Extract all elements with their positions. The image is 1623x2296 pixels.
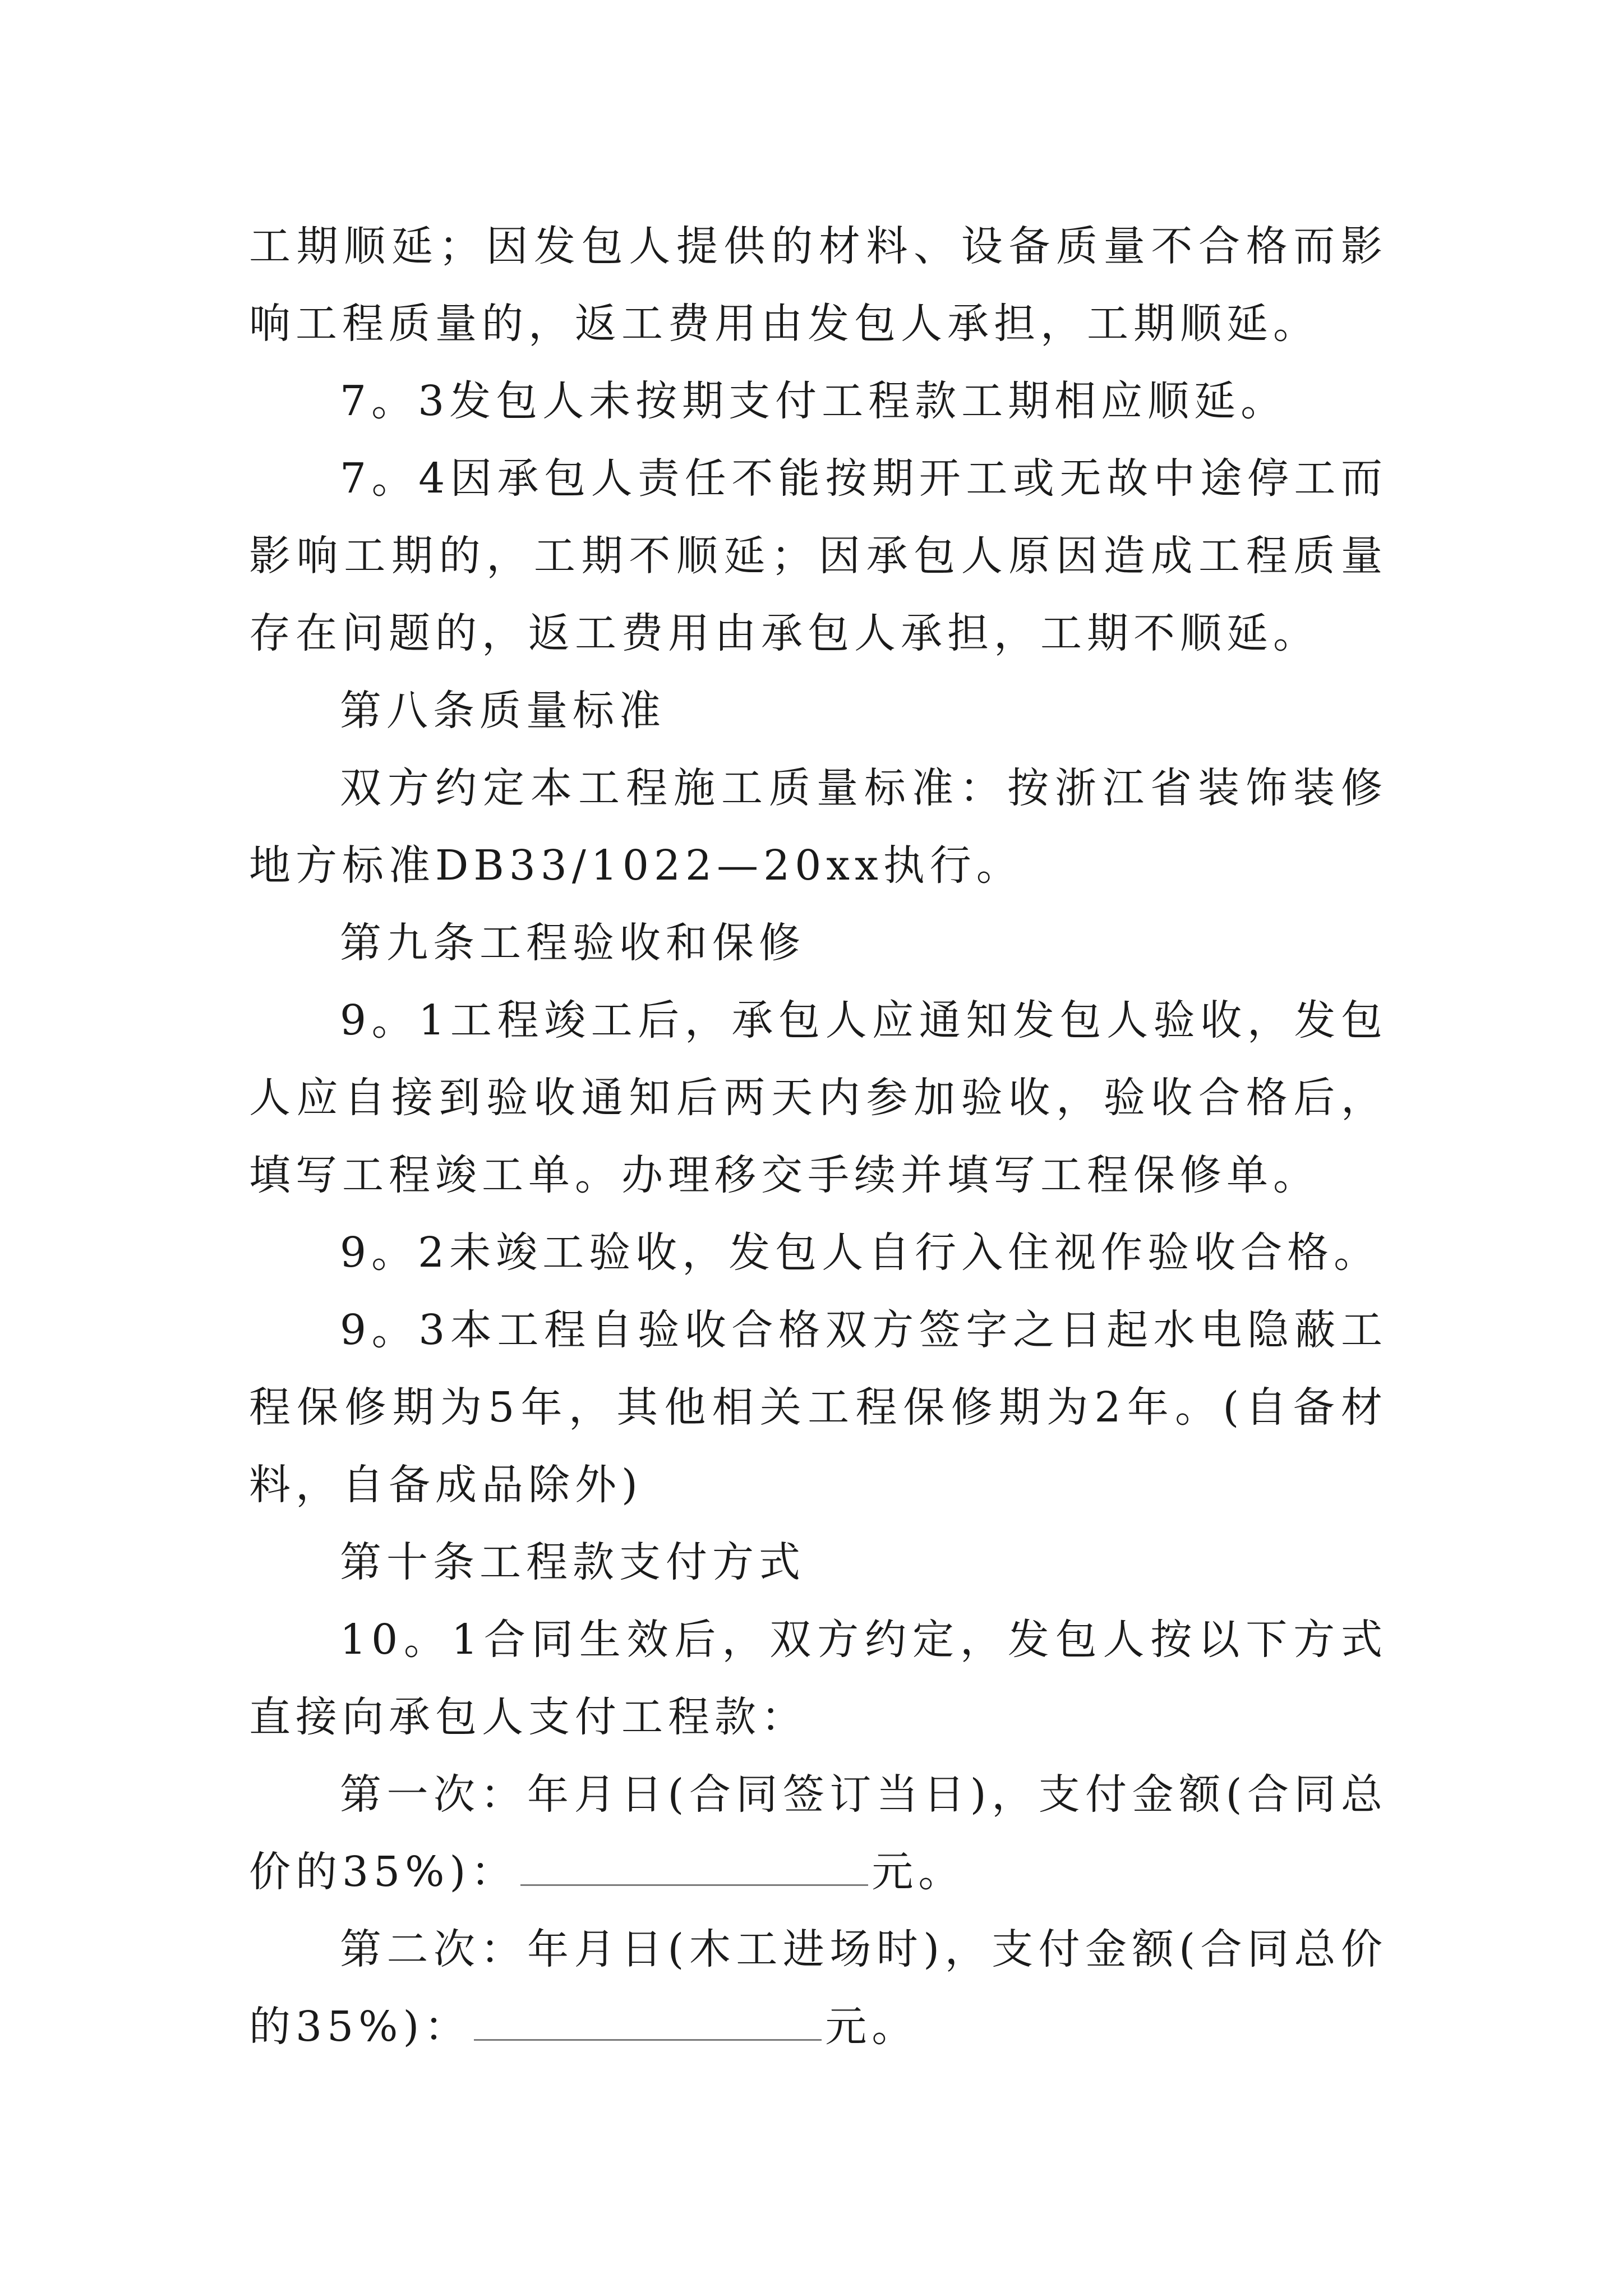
clause-7-4: 7。4因承包人责任不能按期开工或无故中途停工而影响工期的，工期不顺延；因承包人原因造成工程质量存在问题的，返工费用由承包人承担，工期不顺延。 (249, 454, 1387, 657)
article-9-heading: 第九条工程验收和保修 (340, 919, 805, 967)
paragraph-continuation: 工期顺延；因发包人提供的材料、设备质量不合格而影响工程质量的，返工费用由发包人承担，工期顺延。 (249, 222, 1387, 348)
clause-9-1: 9。1工程竣工后，承包人应通知发包人验收，发包人应自接到验收通知后两天内参加验收，验收合格后，填写工程竣工单。办理移交手续并填写工程保修单。 (249, 996, 1387, 1199)
article-8-heading: 第八条质量标准 (340, 687, 666, 735)
clause-9-2: 9。2未竣工验收，发包人自行入住视作验收合格。 (340, 1228, 1381, 1277)
payment-second-text: 第二次：年月日(木工进场时)，支付金额(合同总价的35%)： (249, 1925, 1387, 2051)
payment-second-amount-blank (474, 2000, 822, 2041)
payment-first (249, 1756, 1387, 1911)
payment-first-amount-blank (520, 1845, 868, 1886)
article-10-heading: 第十条工程款支付方式 (340, 1538, 805, 1586)
payment-first-text: 第一次：年月日(合同签订当日)，支付金额(合同总价的35%)： (249, 1770, 1387, 1896)
clause-10-1: 10。1合同生效后，双方约定，发包人按以下方式直接向承包人支付工程款： (249, 1616, 1387, 1741)
clause-9-3: 9。3本工程自验收合格双方签字之日起水电隐蔽工程保修期为5年，其他相关工程保修期为2年。(自备材料，自备成品除外) (249, 1306, 1387, 1509)
payment-first-unit: 元。 (872, 1848, 965, 1896)
document-body (249, 208, 1387, 2065)
clause-7-3: 7。3发包人未按期支付工程款工期相应顺延。 (340, 377, 1288, 425)
payment-second (249, 1911, 1387, 2065)
article-8-body: 双方约定本工程施工质量标准：按浙江省装饰装修地方标准DB33/1022—20xx执行。 (249, 764, 1387, 890)
payment-second-unit: 元。 (825, 2003, 919, 2051)
